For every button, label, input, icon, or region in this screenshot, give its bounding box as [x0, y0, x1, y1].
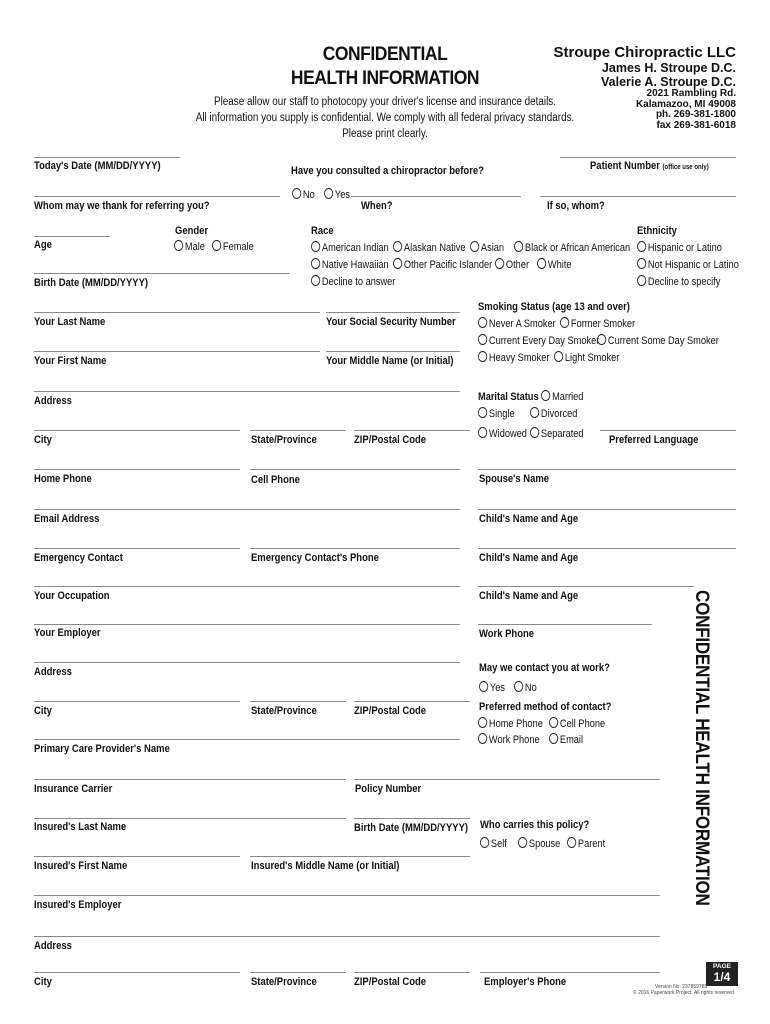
marital-option[interactable]: [478, 427, 527, 440]
side-banner: CONFIDENTIAL HEALTH INFORMATION: [691, 590, 712, 906]
marital-option-label: Widowed: [488, 428, 527, 440]
contact-work-yes-label: Yes: [489, 682, 506, 694]
child-1-field[interactable]: [478, 509, 736, 510]
radio-icon[interactable]: [530, 427, 539, 438]
cell-phone-label: Cell Phone: [251, 474, 300, 486]
pcp-field[interactable]: [34, 739, 460, 740]
pcp-label: Primary Care Provider's Name: [34, 743, 170, 755]
race-option-label: Asian: [480, 242, 505, 254]
page-indicator: [706, 962, 738, 986]
insured-city-field[interactable]: [34, 972, 240, 973]
birth-date-field[interactable]: [34, 273, 290, 274]
child-3-field[interactable]: [478, 586, 694, 587]
ethnicity-option-label: Hispanic or Latino: [647, 242, 722, 254]
race-option-label: Alaskan Native: [403, 242, 466, 254]
address-field[interactable]: [34, 391, 460, 392]
employer-state-field[interactable]: [250, 701, 346, 702]
radio-icon[interactable]: [537, 258, 546, 269]
radio-icon[interactable]: [597, 334, 606, 345]
radio-icon[interactable]: [292, 188, 301, 199]
radio-icon[interactable]: [393, 258, 402, 269]
insured-last-field[interactable]: [34, 818, 346, 819]
child-3-label: Child's Name and Age: [479, 590, 579, 602]
insured-last-label: Insured's Last Name: [34, 821, 127, 833]
insured-address-label: Address: [34, 940, 72, 952]
emergency-phone-label: Emergency Contact's Phone: [251, 552, 379, 564]
radio-icon[interactable]: [311, 258, 320, 269]
state-label: State/Province: [251, 434, 317, 446]
race-option[interactable]: [393, 258, 492, 271]
insured-state-label: State/Province: [251, 976, 317, 988]
smoking-option[interactable]: [597, 334, 719, 347]
last-name-field[interactable]: [34, 312, 320, 313]
smoking-option[interactable]: [478, 317, 556, 330]
clinic-info: [520, 44, 736, 131]
insured-first-label: Insured's First Name: [34, 860, 128, 872]
emergency-contact-field[interactable]: [34, 548, 240, 549]
consulted-no-label: No: [302, 189, 315, 201]
work-phone-label: Work Phone: [479, 628, 535, 640]
male-label: Male: [184, 241, 205, 253]
insured-employer-field[interactable]: [34, 895, 660, 896]
contact-method-label: Work Phone: [488, 734, 540, 746]
race-option-label: Other Pacific Islander: [403, 259, 493, 271]
intro-line-2: All information you supply is confidential. We comply with all federal privacy standards.: [195, 112, 575, 124]
spouse-name-field[interactable]: [478, 469, 736, 470]
radio-icon[interactable]: [478, 407, 487, 418]
race-option[interactable]: [311, 258, 389, 271]
radio-icon[interactable]: [530, 407, 539, 418]
radio-icon[interactable]: [495, 258, 504, 269]
insured-zip-label: ZIP/Postal Code: [354, 976, 427, 988]
copyright-text: © 2016 Paperwork Project. All rights reserved: [633, 990, 734, 996]
age-label: Age: [34, 239, 52, 251]
radio-icon[interactable]: [478, 427, 487, 438]
clinic-fax: fax 269-381-6018: [656, 119, 736, 131]
race-label: Race: [311, 225, 334, 237]
middle-name-label: Your Middle Name (or Initial): [326, 355, 454, 367]
ethnicity-option-label: Not Hispanic or Latino: [647, 259, 739, 271]
insured-birth-field[interactable]: [354, 818, 470, 819]
state-field[interactable]: [250, 430, 346, 431]
when-label: When?: [361, 200, 393, 212]
race-option[interactable]: [495, 258, 529, 271]
radio-icon[interactable]: [470, 241, 479, 252]
marital-option[interactable]: [478, 407, 515, 420]
carrier-option-label: Parent: [577, 838, 606, 850]
zip-field[interactable]: [354, 430, 470, 431]
radio-icon[interactable]: [514, 241, 523, 252]
preferred-contact-label: Preferred method of contact?: [479, 701, 612, 713]
age-field[interactable]: [34, 236, 110, 237]
radio-icon[interactable]: [478, 334, 487, 345]
referring-field[interactable]: [34, 196, 280, 197]
ethnicity-option[interactable]: [637, 275, 720, 288]
employer-zip-field[interactable]: [354, 701, 470, 702]
radio-icon[interactable]: [393, 241, 402, 252]
radio-icon[interactable]: [549, 733, 558, 744]
ethnicity-option[interactable]: [637, 258, 739, 271]
ethnicity-label: Ethnicity: [637, 225, 677, 237]
contact-method-label: Cell Phone: [559, 718, 606, 730]
female-label: Female: [222, 241, 254, 253]
carrier-option-label: Spouse: [528, 838, 561, 850]
employer-phone-label: Employer's Phone: [484, 976, 567, 988]
insured-city-label: City: [34, 976, 52, 988]
smoking-option-label: Heavy Smoker: [488, 352, 550, 364]
insurance-carrier-label: Insurance Carrier: [34, 783, 113, 795]
carrier-option-label: Self: [490, 838, 507, 850]
contact-method-label: Email: [559, 734, 584, 746]
radio-icon[interactable]: [174, 240, 183, 251]
radio-icon[interactable]: [212, 240, 221, 251]
when-field[interactable]: [351, 196, 521, 197]
contact-method-option[interactable]: [478, 733, 540, 746]
marital-option-label: Single: [488, 408, 515, 420]
employer-phone-field[interactable]: [480, 972, 660, 973]
contact-work-no-label: No: [524, 682, 537, 694]
radio-icon[interactable]: [478, 317, 487, 328]
radio-icon[interactable]: [478, 717, 487, 728]
contact-work-yes[interactable]: [479, 681, 505, 694]
smoking-option-label: Current Some Day Smoker: [607, 335, 719, 347]
marital-option-label: Married: [552, 391, 584, 403]
if-so-whom-label: If so, whom?: [547, 200, 605, 212]
employer-city-field[interactable]: [34, 701, 240, 702]
home-phone-label: Home Phone: [34, 473, 92, 485]
radio-icon[interactable]: [637, 258, 646, 269]
race-option[interactable]: [311, 241, 389, 254]
radio-icon[interactable]: [311, 275, 320, 286]
clinic-city: Kalamazoo, MI 49008: [635, 98, 736, 110]
gender-female-option[interactable]: [212, 240, 254, 253]
todays-date-label: Today's Date (MM/DD/YYYY): [34, 160, 161, 172]
contact-method-option[interactable]: [478, 717, 543, 730]
smoking-label: Smoking Status (age 13 and over): [478, 301, 630, 313]
occupation-label: Your Occupation: [34, 590, 110, 602]
smoking-option-label: Never A Smoker: [488, 318, 556, 330]
marital-option-label: Divorced: [540, 408, 578, 420]
contact-method-label: Home Phone: [488, 718, 543, 730]
zip-label: ZIP/Postal Code: [354, 434, 427, 446]
ethnicity-option[interactable]: [637, 241, 722, 254]
radio-icon[interactable]: [549, 717, 558, 728]
insured-state-field[interactable]: [250, 972, 346, 973]
child-2-field[interactable]: [478, 548, 736, 549]
employer-address-field[interactable]: [34, 662, 460, 663]
form-title-line1: CONFIDENTIAL: [322, 44, 448, 65]
spouse-name-label: Spouse's Name: [479, 473, 550, 485]
insured-middle-label: Insured's Middle Name (or Initial): [251, 860, 400, 872]
employer-state-label: State/Province: [251, 705, 317, 717]
employer-address-label: Address: [34, 666, 72, 678]
race-option[interactable]: [311, 275, 395, 288]
employer-city-label: City: [34, 705, 52, 717]
smoking-option-label: Current Every Day Smoker: [488, 335, 600, 347]
marital-label: Marital Status: [478, 391, 539, 403]
radio-icon[interactable]: [567, 837, 576, 848]
clinic-doctor-2: Valerie A. Stroupe D.C.: [601, 75, 736, 89]
insured-address-field[interactable]: [34, 936, 660, 937]
office-use-note: (office use only): [662, 164, 709, 171]
todays-date-field[interactable]: [34, 157, 180, 158]
work-phone-field[interactable]: [478, 624, 652, 625]
if-so-whom-field[interactable]: [540, 196, 736, 197]
radio-icon[interactable]: [480, 837, 489, 848]
ssn-field[interactable]: [326, 312, 460, 313]
gender-male-option[interactable]: [174, 240, 205, 253]
smoking-option-label: Light Smoker: [564, 352, 620, 364]
employer-field[interactable]: [34, 624, 460, 625]
insured-zip-field[interactable]: [354, 972, 470, 973]
emergency-phone-field[interactable]: [250, 548, 460, 549]
smoking-option[interactable]: [554, 351, 619, 364]
race-option[interactable]: [537, 258, 572, 271]
birth-date-label: Birth Date (MM/DD/YYYY): [34, 277, 149, 289]
race-option-label: Native Hawaiian: [321, 259, 389, 271]
smoking-option-label: Former Smoker: [570, 318, 636, 330]
consulted-yes-option[interactable]: [324, 188, 350, 201]
insurance-carrier-field[interactable]: [34, 779, 346, 780]
radio-icon[interactable]: [324, 188, 333, 199]
first-name-label: Your First Name: [34, 355, 107, 367]
page-number: 1/4: [713, 970, 731, 984]
last-name-label: Your Last Name: [34, 316, 106, 328]
child-2-label: Child's Name and Age: [479, 552, 579, 564]
insured-first-field[interactable]: [34, 856, 240, 857]
race-option-label: Other: [505, 259, 530, 271]
page-label: PAGE: [713, 963, 731, 970]
version-text: Version No. 237859789: [655, 984, 708, 990]
consulted-yes-label: Yes: [334, 189, 351, 201]
marital-status-row: [478, 390, 583, 403]
carrier-option[interactable]: [518, 837, 560, 850]
race-option[interactable]: [514, 241, 630, 254]
occupation-field[interactable]: [34, 586, 460, 587]
home-phone-field[interactable]: [34, 469, 240, 470]
marital-option[interactable]: [530, 407, 577, 420]
emergency-contact-label: Emergency Contact: [34, 552, 123, 564]
radio-icon[interactable]: [311, 241, 320, 252]
gender-label: Gender: [175, 225, 209, 237]
race-option[interactable]: [470, 241, 504, 254]
consulted-label: Have you consulted a chiropractor before?: [291, 165, 484, 177]
smoking-option[interactable]: [560, 317, 635, 330]
race-option-label: White: [547, 259, 572, 271]
radio-icon[interactable]: [560, 317, 569, 328]
city-label: City: [34, 434, 52, 446]
marital-option-label: Separated: [540, 428, 584, 440]
policy-number-label: Policy Number: [355, 783, 422, 795]
preferred-language-label: Preferred Language: [609, 434, 699, 446]
intro-line-3: Please print clearly.: [342, 128, 428, 140]
policy-number-field[interactable]: [354, 779, 660, 780]
consulted-no-option[interactable]: [292, 188, 315, 201]
carrier-option[interactable]: [480, 837, 507, 850]
smoking-option[interactable]: [478, 334, 599, 347]
marital-option[interactable]: [530, 427, 584, 440]
clinic-doctor-1: James H. Stroupe D.C.: [601, 61, 736, 75]
employer-label: Your Employer: [34, 627, 101, 639]
form-title-line2: HEALTH INFORMATION: [290, 68, 480, 89]
insured-middle-field[interactable]: [250, 856, 470, 857]
referring-label: Whom may we thank for referring you?: [34, 200, 210, 212]
race-option-label: Decline to answer: [321, 276, 396, 288]
race-option-label: American Indian: [321, 242, 389, 254]
who-carries-label: Who carries this policy?: [480, 819, 590, 831]
carrier-option[interactable]: [567, 837, 605, 850]
contact-work-label: May we contact you at work?: [479, 662, 610, 674]
insured-birth-label: Birth Date (MM/DD/YYYY): [354, 822, 469, 834]
race-option-label: Black or African American: [524, 242, 631, 254]
radio-icon[interactable]: [554, 351, 563, 362]
radio-icon[interactable]: [514, 681, 523, 692]
radio-icon[interactable]: [478, 351, 487, 362]
email-field[interactable]: [34, 509, 460, 510]
smoking-option[interactable]: [478, 351, 550, 364]
contact-work-no[interactable]: [514, 681, 537, 694]
preferred-language-field[interactable]: [600, 430, 736, 431]
radio-icon[interactable]: [518, 837, 527, 848]
radio-icon[interactable]: [637, 241, 646, 252]
radio-icon[interactable]: [637, 275, 646, 286]
cell-phone-field[interactable]: [250, 469, 460, 470]
radio-icon[interactable]: [478, 733, 487, 744]
city-field[interactable]: [34, 430, 240, 431]
clinic-street: 2021 Rambling Rd.: [646, 88, 736, 99]
radio-icon[interactable]: [541, 390, 550, 401]
address-label: Address: [34, 395, 72, 407]
first-name-field[interactable]: [34, 351, 320, 352]
patient-number-field[interactable]: [560, 157, 736, 158]
child-1-label: Child's Name and Age: [479, 513, 579, 525]
clinic-name: Stroupe Chiropractic LLC: [553, 44, 736, 61]
middle-name-field[interactable]: [326, 351, 460, 352]
email-label: Email Address: [34, 513, 100, 525]
ethnicity-option-label: Decline to specify: [647, 276, 721, 288]
contact-method-option[interactable]: [549, 717, 605, 730]
race-option[interactable]: [393, 241, 466, 254]
intro-line-1: Please allow our staff to photocopy your driver's license and insurance details.: [213, 96, 557, 108]
radio-icon[interactable]: [479, 681, 488, 692]
employer-zip-label: ZIP/Postal Code: [354, 705, 427, 717]
insured-employer-label: Insured's Employer: [34, 899, 122, 911]
contact-method-option[interactable]: [549, 733, 583, 746]
patient-number-label: [590, 160, 709, 172]
patient-number-text: Patient Number: [590, 160, 660, 172]
ssn-label: Your Social Security Number: [326, 316, 456, 328]
clinic-phone: ph. 269-381-1800: [655, 109, 736, 120]
